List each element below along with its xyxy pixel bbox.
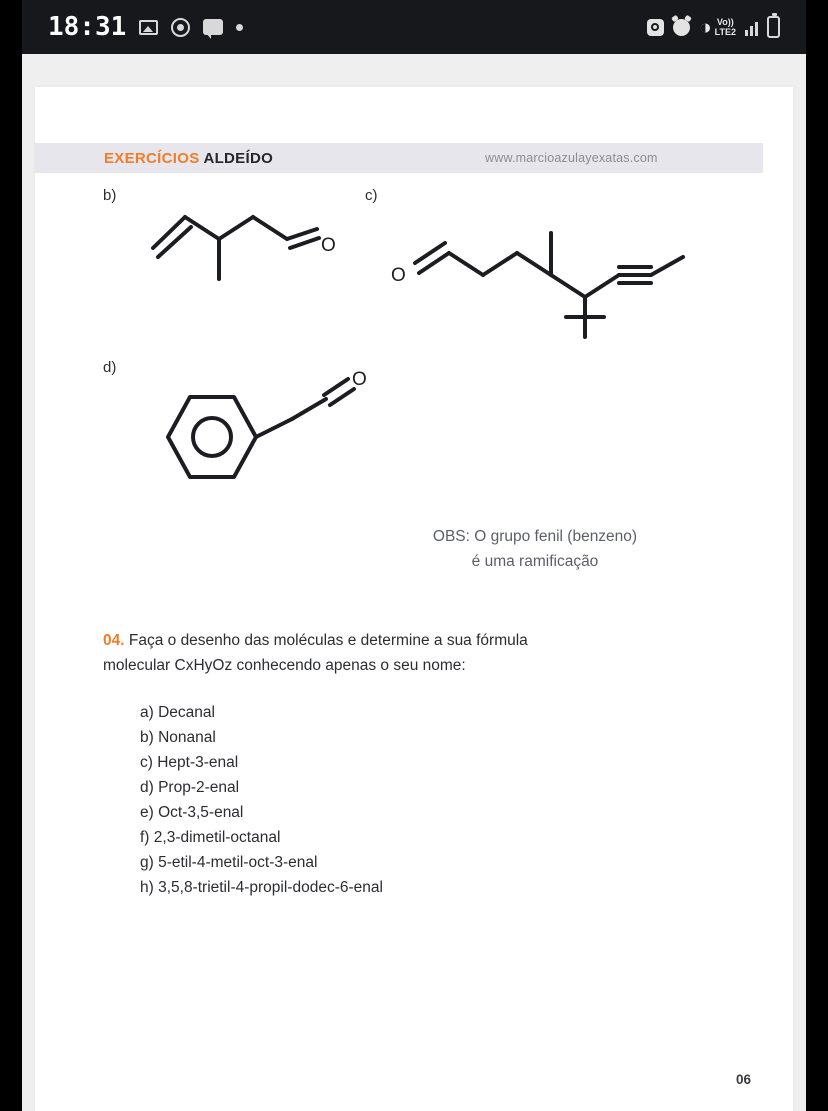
document-page bbox=[35, 87, 793, 1111]
obs-line-1: OBS: O grupo fenil (benzeno) bbox=[432, 528, 638, 545]
page-number: 06 bbox=[735, 1072, 751, 1087]
structure-b bbox=[145, 183, 345, 283]
image-icon bbox=[139, 20, 158, 35]
status-bar-left bbox=[48, 12, 243, 42]
structure-label-b: b) bbox=[103, 187, 117, 204]
question-line-1: Faça o desenho das moléculas e determine a sua fórmula bbox=[128, 632, 528, 649]
dot-icon bbox=[236, 24, 243, 31]
wifi-icon: ◑ bbox=[698, 15, 712, 39]
banner-label-exercicios: EXERCÍCIOS bbox=[104, 149, 200, 167]
banner-title bbox=[104, 150, 273, 167]
volte-label: Vo)) bbox=[716, 17, 734, 27]
obs-line-2: é uma ramificação bbox=[471, 553, 599, 570]
question-04 bbox=[103, 628, 713, 678]
exercise-banner bbox=[35, 143, 763, 173]
banner-url: www.marcioazulayexatas.com bbox=[485, 151, 658, 165]
list-item: g) 5-etil-4-metil-oct-3-enal bbox=[140, 854, 318, 871]
signal-bars-icon bbox=[745, 19, 758, 36]
alarm-icon bbox=[673, 19, 690, 36]
oxygen-label-c: O bbox=[391, 265, 406, 286]
question-number: 04. bbox=[103, 632, 125, 649]
question-line-2: molecular CxHyOz conhecendo apenas o seu nome: bbox=[103, 657, 466, 674]
list-item: d) Prop-2-enal bbox=[140, 779, 240, 796]
chat-icon bbox=[203, 19, 223, 35]
list-item: c) Hept-3-enal bbox=[140, 754, 239, 771]
list-item: e) Oct-3,5-enal bbox=[140, 804, 244, 821]
structure-label-d: d) bbox=[103, 359, 117, 376]
oxygen-label-d: O bbox=[352, 369, 367, 390]
camera-icon bbox=[647, 19, 664, 36]
question-items-list bbox=[140, 701, 700, 901]
structure-c bbox=[385, 177, 715, 347]
oxygen-label-b: O bbox=[321, 235, 336, 256]
list-item: h) 3,5,8-trietil-4-propil-dodec-6-enal bbox=[140, 879, 383, 896]
clock: 18:31 bbox=[48, 12, 127, 42]
obs-note bbox=[380, 524, 690, 574]
list-item: f) 2,3-dimetil-octanal bbox=[140, 829, 281, 846]
list-item: b) Nonanal bbox=[140, 729, 216, 746]
battery-icon bbox=[767, 16, 780, 38]
status-bar-right bbox=[647, 16, 780, 38]
lte-label: LTE2 bbox=[714, 27, 736, 37]
network-type-label bbox=[715, 17, 736, 37]
structure-label-c: c) bbox=[365, 187, 378, 204]
structure-d bbox=[140, 359, 400, 519]
list-item: a) Decanal bbox=[140, 704, 215, 721]
banner-label-aldeido: ALDEÍDO bbox=[203, 149, 274, 167]
document-viewport[interactable] bbox=[22, 54, 806, 1111]
status-bar bbox=[22, 0, 806, 54]
record-circle-icon bbox=[171, 18, 190, 37]
